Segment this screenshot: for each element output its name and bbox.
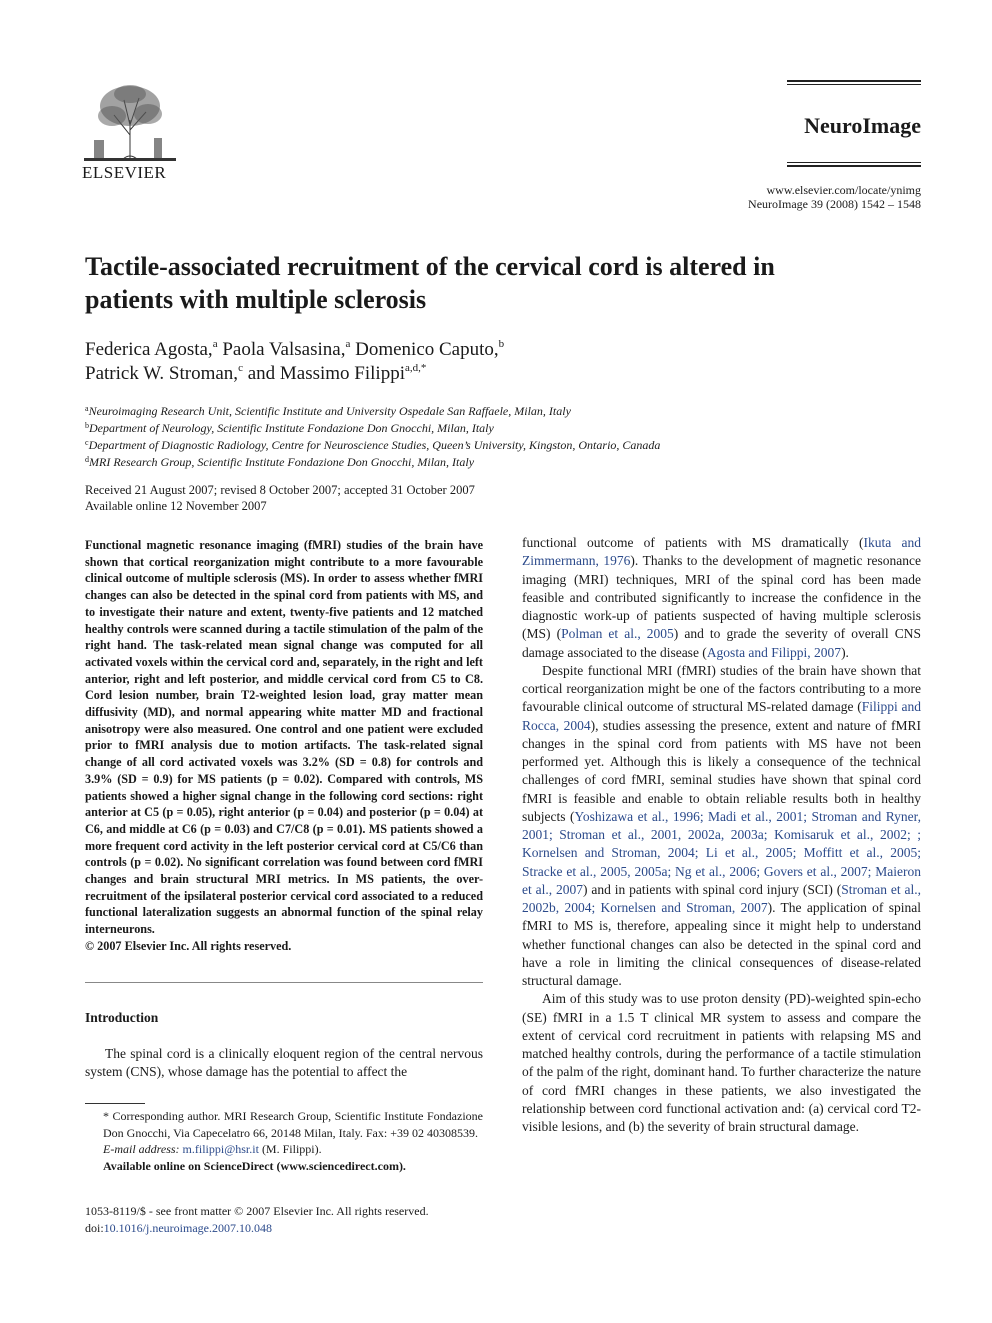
email-line <box>85 1141 483 1158</box>
affiliation-mark: b <box>85 421 89 430</box>
affiliation-mark: a <box>85 404 89 413</box>
author-name: Paola Valsasina, <box>222 339 346 360</box>
citation-link[interactable]: Stroman et al., 2002b, 2004; Kornelsen and Stroman, 2007 <box>522 881 921 915</box>
email-label: E-mail address: <box>103 1142 180 1156</box>
author-name: Patrick W. Stroman, <box>85 363 239 384</box>
paragraph-text: ). <box>841 644 849 660</box>
author-name: Federica Agosta, <box>85 339 213 360</box>
page-footer <box>85 1203 429 1237</box>
doi-label: doi: <box>85 1221 104 1235</box>
title-line: patients with multiple sclerosis <box>85 285 427 314</box>
title-line: Tactile-associated recruitment of the cervical cord is altered in <box>85 252 775 281</box>
affiliation-mark: d <box>85 455 89 464</box>
paragraph-text: ), studies assessing the presence, extent and nature of fMRI changes in the spinal cord from patients with MS have not been performed yet. Although this is likely a consequence of the technical challenges of cord fMRI, seminal studies have shown that spinal cord fMRI is feasible and enable to obtain reliable results both in healthy subjects ( <box>522 717 921 824</box>
journal-name: NeuroImage <box>804 113 921 138</box>
sciencedirect-note: Available online on ScienceDirect (www.sciencedirect.com). <box>103 1158 406 1173</box>
abstract-text: Functional magnetic resonance imaging (fMRI) studies of the brain have shown that cortical reorganization might contribute to a more favourable clinical outcome of multiple sclerosis (MS). In order to assess whether fMRI changes can also be detected in the spinal cord from patients with MS, and to investigate their nature and extent, twenty-five patients and 12 matched healthy controls were scanned during a tactile stimulation of the palm of the right hand. The task-related mean signal change was computed for all activated voxels within the cervical cord and, separately, in the right and left anterior, right and left posterior, and middle cervical cord from C5 to C8. Cord lesion number, brain T2-weighted lesion load, gray matter mean diffusivity (MD), and normal appearing white matter MD and fractional anisotropy were also measured. One control and one patient were excluded prior to fMRI analysis due to motion artifacts. The task-related signal change of all cord activated voxels was 3.2% (SD = 0.8) for controls and 3.9% (SD = 0.9) for MS patients (p = 0.02). Compared with controls, MS patients showed a higher signal change in the following cord sections: right anterior at C5 (p = 0.05), right anterior (p = 0.04) and posterior (p = 0.04) at C6, and middle at C6 (p = 0.03) and C7/C8 (p = 0.01). MS patients showed a more frequent cord activity in the left posterior cervical cord at C5/C6 than controls (p = 0.02). No significant correlation was found between cord fMRI changes and brain structural MRI metrics. In MS patients, the over-recruitment of the ipsilateral posterior cervical cord associated to a reduced functional lateralization suggests an abnormal function of the spinal relay interneurons. <box>85 538 483 937</box>
affiliation-text: Department of Neurology, Scientific Institute Fondazione Don Gnocchi, Milan, Italy <box>89 421 494 435</box>
author-affiliation-mark: a <box>212 338 218 350</box>
body-paragraph <box>522 534 921 662</box>
affiliation-text: Neuroimaging Research Unit, Scientific Institute and University Ospedale San Raffaele, Milan, Italy <box>88 404 571 418</box>
affiliation <box>85 421 494 436</box>
author-list <box>85 338 905 386</box>
doi-line <box>85 1220 429 1237</box>
corresponding-author-note: * Corresponding author. MRI Research Group, Scientific Institute Fondazione Don Gnocchi, Via Capecelatro 66, 20148 Milan, Italy. Fax: +39 02 40308539. <box>103 1109 483 1140</box>
journal-reference: NeuroImage 39 (2008) 1542 – 1548 <box>748 197 921 211</box>
issn-line: 1053-8119/$ - see front matter © 2007 Elsevier Inc. All rights reserved. <box>85 1204 429 1218</box>
paragraph-text: ). Thanks to the development of magnetic resonance imaging (MRI) techniques, MRI of the spinal cord has been made feasible and contributed significantly to increase the confidence in the diagnostic work-up of patients suspected of having multiple sclerosis (MS) ( <box>522 553 922 642</box>
email-link[interactable]: m.filippi@hsr.it <box>182 1142 259 1156</box>
publisher-name: ELSEVIER <box>82 163 167 182</box>
author-name: Domenico Caputo, <box>355 339 499 360</box>
journal-rule <box>787 80 921 82</box>
affiliation-text: MRI Research Group, Scientific Institute Fondazione Don Gnocchi, Milan, Italy <box>89 455 475 469</box>
paragraph-text: Despite functional MRI (fMRI) studies of the brain have shown that cortical reorganization might be one of the factors contributing to a more favourable clinical outcome of structural MS-related damage ( <box>522 662 921 715</box>
author-name: and Massimo Filippi <box>247 363 405 384</box>
doi-link[interactable]: 10.1016/j.neuroimage.2007.10.048 <box>103 1221 272 1235</box>
paragraph-text: ) and in patients with spinal cord injury (SCI) ( <box>582 881 842 897</box>
author-affiliation-mark: c <box>238 362 243 374</box>
email-owner: (M. Filippi). <box>261 1142 322 1156</box>
citation-link[interactable]: Polman et al., 2005 <box>561 626 674 642</box>
paragraph-text: functional outcome of patients with MS dramatically ( <box>522 535 864 550</box>
journal-url[interactable]: www.elsevier.com/locate/ynimg <box>766 183 921 197</box>
affiliation <box>85 455 474 470</box>
affiliation <box>85 404 571 419</box>
article-title <box>85 250 885 316</box>
author-affiliation-mark: b <box>498 338 505 350</box>
paragraph-text: ). The application of spinal fMRI to MS is, therefore, appealing since it might help to understand whether functional changes can also be detected in the spinal cord and have a role in limiting the clinical consequences of disease-related structural damage. <box>522 900 921 988</box>
citation-link[interactable]: Agosta and Filippi, 2007 <box>706 644 842 660</box>
journal-rule <box>787 84 921 85</box>
abstract-divider <box>85 982 483 983</box>
footnote <box>85 1108 483 1174</box>
section-heading: Introduction <box>85 1010 159 1025</box>
paragraph-text: ) and to grade the severity of overall CNS damage associated to the disease ( <box>522 626 922 660</box>
intro-paragraph: The spinal cord is a clinically eloquent region of the central nervous system (CNS), whose damage has the potential to affect the <box>85 1046 483 1080</box>
affiliation <box>85 438 660 453</box>
body-paragraph <box>522 990 921 1136</box>
citation-link[interactable]: Yoshizawa et al., 1996; Madi et al., 2001; Stroman and Ryner, 2001; Stroman et al., 2001, 2002a, 2003a; Komisaruk et al., 2002; ; Kornelsen and Stroman, 2004; Li et al., 2005; Moffitt et al., 2005; Stracke et al., 2005, 2005a; Ng et al., 2006; Govers et al., 2007; Maieron et al., 2007 <box>522 808 921 897</box>
affiliation-mark: c <box>85 438 89 447</box>
article-dates <box>85 482 475 514</box>
paragraph-text: Aim of this study was to use proton density (PD)-weighted spin-echo (SE) fMRI in a 1.5 T clinical MR system to assess and compare the extent of cervical cord recruitment in patients with relapsing MS and matched healthy controls, during the performance of a tactile stimulation of the palm of the right, dominant hand. To further characterize the nature of cord fMRI changes in these patients, we also investigated the relationship between cord functional activation and: (a) cervical cord T2-visible lesions, and (b) the severity of brain structural damage. <box>522 991 921 1134</box>
received-dates: Received 21 August 2007; revised 8 October 2007; accepted 31 October 2007 <box>85 483 475 497</box>
footnote-divider <box>85 1103 145 1104</box>
available-online-date: Available online 12 November 2007 <box>85 499 267 513</box>
body-paragraph <box>522 662 921 991</box>
affiliation-text: Department of Diagnostic Radiology, Centre for Neuroscience Studies, Queen’s University, Kingston, Ontario, Canada <box>88 438 661 452</box>
copyright: © 2007 Elsevier Inc. All rights reserved. <box>85 938 292 953</box>
citation-link[interactable]: Filippi and Rocca, 2004 <box>522 699 921 733</box>
citation-link[interactable]: Ikuta and Zimmermann, 1976 <box>522 535 921 569</box>
abstract <box>85 537 483 955</box>
right-column-body <box>522 534 921 1136</box>
journal-rule <box>787 162 921 163</box>
author-affiliation-mark: a,d,* <box>405 362 427 374</box>
journal-rule <box>787 165 921 167</box>
author-affiliation-mark: a <box>345 338 351 350</box>
